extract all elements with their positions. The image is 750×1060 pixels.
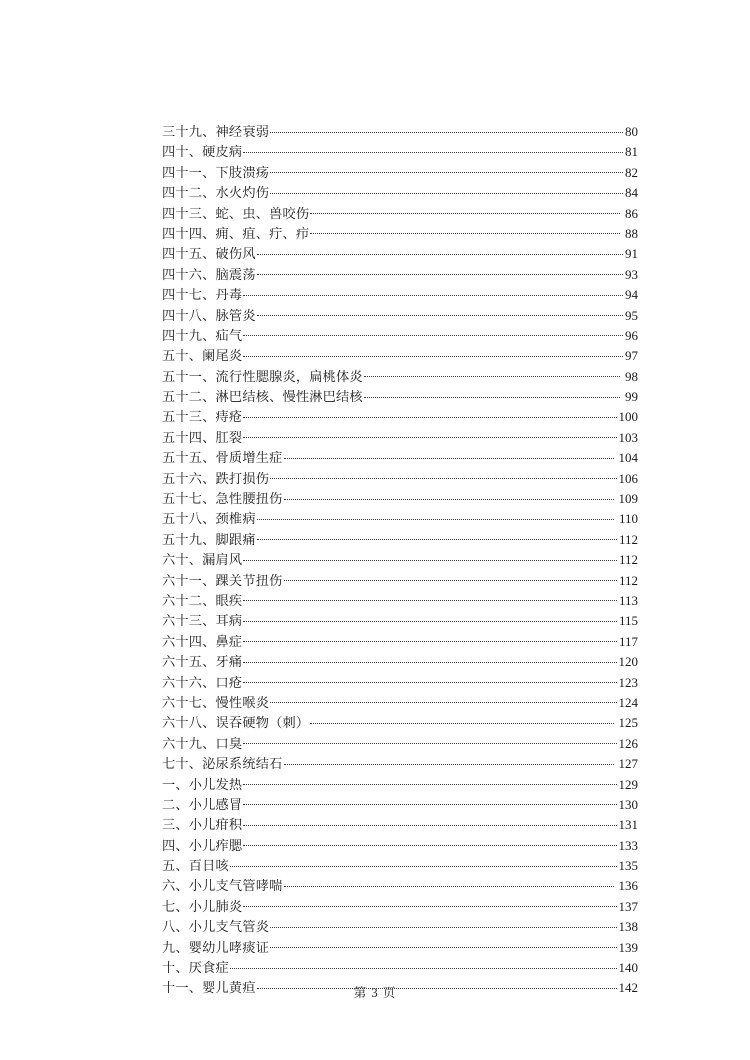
toc-entry-title: 一、小儿发热 — [162, 776, 243, 792]
toc-entry[interactable] — [162, 713, 638, 733]
table-of-contents — [162, 122, 638, 999]
toc-entry-page-number: 94 — [625, 287, 638, 303]
toc-entry-title: 十、厌食症 — [162, 960, 229, 976]
toc-entry[interactable] — [162, 693, 638, 713]
toc-entry[interactable] — [162, 509, 638, 529]
toc-entry-page-number: 138 — [618, 919, 638, 935]
toc-entry[interactable] — [162, 673, 638, 693]
toc-entry[interactable] — [162, 306, 638, 326]
toc-entry-page-number: 86 — [625, 205, 638, 221]
toc-entry[interactable] — [162, 938, 638, 958]
toc-dot-leader — [270, 694, 616, 707]
toc-entry[interactable] — [162, 183, 638, 203]
toc-entry[interactable] — [162, 611, 638, 631]
toc-dot-leader — [284, 571, 617, 584]
toc-entry[interactable] — [162, 387, 638, 407]
toc-entry-title: 四十一、下肢溃疡 — [162, 164, 270, 180]
toc-entry-title: 六十、漏肩风 — [162, 552, 243, 568]
toc-dot-leader — [364, 388, 620, 401]
toc-entry-page-number: 117 — [618, 633, 638, 649]
toc-dot-leader — [284, 755, 614, 768]
toc-dot-leader — [230, 959, 617, 972]
toc-entry-page-number: 130 — [618, 796, 638, 812]
toc-entry-title: 六十二、眼疾 — [162, 592, 243, 608]
toc-dot-leader — [270, 123, 623, 136]
toc-entry[interactable] — [162, 142, 638, 162]
toc-dot-leader — [243, 327, 623, 340]
toc-entry[interactable] — [162, 958, 638, 978]
toc-dot-leader — [243, 673, 616, 686]
toc-entry-title: 五十五、骨质增生症 — [162, 450, 283, 466]
toc-dot-leader — [243, 592, 617, 605]
toc-dot-leader — [243, 816, 616, 829]
toc-entry[interactable] — [162, 836, 638, 856]
toc-dot-leader — [243, 898, 616, 911]
toc-dot-leader — [243, 408, 616, 421]
toc-entry[interactable] — [162, 407, 638, 427]
toc-entry-page-number: 127 — [618, 756, 638, 772]
toc-entry-page-number: 84 — [625, 185, 638, 201]
toc-entry-title: 八、小儿支气管炎 — [162, 919, 270, 935]
toc-entry-page-number: 137 — [618, 898, 638, 914]
toc-entry-title: 四、小儿痄腮 — [162, 837, 243, 853]
toc-entry-title: 五、百日咳 — [162, 858, 229, 874]
toc-entry-page-number: 104 — [618, 450, 638, 466]
toc-dot-leader — [284, 449, 614, 462]
toc-dot-leader — [364, 368, 620, 381]
toc-entry-title: 五十、阑尾炎 — [162, 348, 243, 364]
toc-entry-page-number: 120 — [618, 654, 638, 670]
toc-dot-leader — [243, 429, 616, 442]
toc-dot-leader — [243, 653, 616, 666]
toc-entry-page-number: 115 — [618, 613, 638, 629]
toc-entry[interactable] — [162, 367, 638, 387]
toc-entry[interactable] — [162, 163, 638, 183]
toc-entry-page-number: 140 — [618, 960, 638, 976]
toc-entry[interactable] — [162, 571, 638, 591]
toc-entry[interactable] — [162, 265, 638, 285]
toc-entry-title: 九、婴幼儿哮痰证 — [162, 939, 270, 955]
toc-entry-title: 五十三、痔疮 — [162, 409, 243, 425]
toc-entry-page-number: 100 — [618, 409, 638, 425]
toc-dot-leader — [257, 266, 623, 279]
toc-entry[interactable] — [162, 734, 638, 754]
toc-entry[interactable] — [162, 469, 638, 489]
toc-entry-title: 五十九、脚跟痛 — [162, 531, 256, 547]
toc-entry-title: 四十五、破伤风 — [162, 246, 256, 262]
toc-dot-leader — [243, 775, 616, 788]
toc-dot-leader — [270, 918, 616, 931]
toc-entry-page-number: 80 — [625, 124, 638, 139]
toc-entry[interactable] — [162, 856, 638, 876]
page-footer: 第 3 页 — [353, 986, 397, 1000]
toc-entry[interactable] — [162, 754, 638, 774]
toc-entry-title: 四十七、丹毒 — [162, 287, 243, 303]
toc-entry-page-number: 95 — [625, 307, 638, 323]
toc-dot-leader — [257, 531, 617, 544]
toc-entry-page-number: 123 — [618, 674, 638, 690]
toc-entry-title: 六十三、耳病 — [162, 613, 243, 629]
toc-dot-leader — [243, 735, 616, 748]
toc-entry[interactable] — [162, 591, 638, 611]
toc-entry-page-number: 129 — [618, 776, 638, 792]
toc-entry-title: 四十二、水火灼伤 — [162, 185, 270, 201]
toc-entry-title: 四十六、脑震荡 — [162, 266, 256, 282]
toc-entry-page-number: 131 — [618, 817, 638, 833]
toc-entry-page-number: 93 — [625, 266, 638, 282]
toc-entry-page-number: 135 — [618, 858, 638, 874]
toc-entry-page-number: 125 — [618, 715, 638, 731]
toc-dot-leader — [243, 612, 617, 625]
toc-entry[interactable] — [162, 876, 638, 896]
toc-entry[interactable] — [162, 550, 638, 570]
toc-entry-title: 五十八、颈椎病 — [162, 511, 256, 527]
toc-dot-leader — [310, 204, 620, 217]
toc-entry-title: 六十一、踝关节扭伤 — [162, 572, 283, 588]
toc-dot-leader — [243, 836, 616, 849]
toc-entry[interactable] — [162, 122, 638, 142]
toc-entry-page-number: 91 — [625, 246, 638, 262]
toc-entry-page-number: 112 — [618, 572, 638, 588]
toc-entry-title: 五十一、流行性腮腺炎，扁桃体炎 — [162, 368, 363, 384]
toc-entry-page-number: 136 — [618, 878, 638, 894]
toc-dot-leader — [284, 490, 614, 503]
toc-dot-leader — [270, 469, 616, 482]
toc-entry-page-number: 126 — [618, 735, 638, 751]
toc-dot-leader — [257, 510, 614, 523]
toc-entry-page-number: 88 — [625, 225, 638, 241]
toc-entry[interactable] — [162, 489, 638, 509]
toc-entry-page-number: 113 — [618, 592, 638, 608]
toc-entry[interactable] — [162, 224, 638, 244]
toc-entry-page-number: 133 — [618, 837, 638, 853]
toc-entry-title: 四十八、脉管炎 — [162, 307, 256, 323]
toc-dot-leader — [257, 306, 623, 319]
toc-dot-leader — [310, 225, 620, 238]
toc-entry-title: 十一、婴儿黄疸 — [162, 980, 256, 996]
toc-entry[interactable] — [162, 652, 638, 672]
toc-entry[interactable] — [162, 204, 638, 224]
toc-dot-leader — [243, 347, 623, 360]
toc-entry-title: 四十三、蛇、虫、兽咬伤 — [162, 205, 310, 221]
toc-dot-leader — [243, 633, 617, 646]
toc-entry-title: 七十、泌尿系统结石 — [162, 756, 283, 772]
toc-entry[interactable] — [162, 897, 638, 917]
toc-entry-page-number: 98 — [625, 368, 638, 384]
toc-entry-title: 三十九、神经衰弱 — [162, 124, 270, 139]
toc-dot-leader — [243, 143, 623, 156]
toc-entry[interactable] — [162, 795, 638, 815]
toc-entry-title: 二、小儿感冒 — [162, 796, 243, 812]
toc-entry[interactable] — [162, 815, 638, 835]
toc-entry[interactable] — [162, 632, 638, 652]
toc-entry-title: 四十九、疝气 — [162, 327, 243, 343]
toc-entry-page-number: 103 — [618, 429, 638, 445]
toc-entry-page-number: 124 — [618, 694, 638, 710]
toc-entry-title: 六十九、口臭 — [162, 735, 243, 751]
toc-entry-title: 六十四、鼻症 — [162, 633, 243, 649]
toc-dot-leader — [230, 857, 617, 870]
toc-entry-page-number: 109 — [618, 491, 638, 507]
toc-dot-leader — [257, 245, 623, 258]
toc-entry[interactable] — [162, 285, 638, 305]
toc-entry-title: 四十四、痈、疽、疔、疖 — [162, 225, 310, 241]
toc-entry-title: 六、小儿支气管哮喘 — [162, 878, 283, 894]
toc-entry-page-number: 142 — [618, 980, 638, 996]
toc-entry-title: 三、小儿疳积 — [162, 817, 243, 833]
toc-dot-leader — [284, 877, 614, 890]
toc-entry-title: 六十八、误吞硬物（刺） — [162, 715, 310, 731]
toc-entry-page-number: 81 — [625, 144, 638, 160]
toc-entry-page-number: 110 — [618, 511, 638, 527]
toc-entry-page-number: 106 — [618, 470, 638, 486]
toc-entry[interactable] — [162, 244, 638, 264]
toc-entry-title: 六十六、口疮 — [162, 674, 243, 690]
toc-entry-page-number: 96 — [625, 327, 638, 343]
toc-entry-page-number: 99 — [625, 389, 638, 405]
toc-entry-title: 四十、硬皮病 — [162, 144, 243, 160]
toc-entry-title: 五十二、淋巴结核、慢性淋巴结核 — [162, 389, 363, 405]
toc-entry-page-number: 112 — [618, 552, 638, 568]
toc-entry-title: 六十七、慢性喉炎 — [162, 694, 270, 710]
toc-entry-page-number: 139 — [618, 939, 638, 955]
toc-entry-title: 五十六、跌打损伤 — [162, 470, 270, 486]
toc-entry[interactable] — [162, 775, 638, 795]
toc-entry[interactable] — [162, 346, 638, 366]
toc-entry[interactable] — [162, 448, 638, 468]
toc-entry-page-number: 82 — [625, 164, 638, 180]
toc-entry[interactable] — [162, 917, 638, 937]
toc-entry-title: 七、小儿肺炎 — [162, 898, 243, 914]
toc-entry[interactable] — [162, 428, 638, 448]
toc-dot-leader — [243, 796, 616, 809]
toc-entry-page-number: 112 — [618, 531, 638, 547]
toc-entry[interactable] — [162, 530, 638, 550]
toc-entry-page-number: 97 — [625, 348, 638, 364]
toc-dot-leader — [270, 184, 623, 197]
toc-dot-leader — [310, 714, 613, 727]
toc-entry-title: 五十七、急性腰扭伤 — [162, 491, 283, 507]
toc-entry-title: 六十五、牙痛 — [162, 654, 243, 670]
toc-dot-leader — [270, 938, 616, 951]
toc-entry[interactable] — [162, 326, 638, 346]
toc-dot-leader — [243, 286, 623, 299]
toc-dot-leader — [270, 164, 623, 177]
toc-entry-title: 五十四、肛裂 — [162, 429, 243, 445]
toc-dot-leader — [243, 551, 617, 564]
